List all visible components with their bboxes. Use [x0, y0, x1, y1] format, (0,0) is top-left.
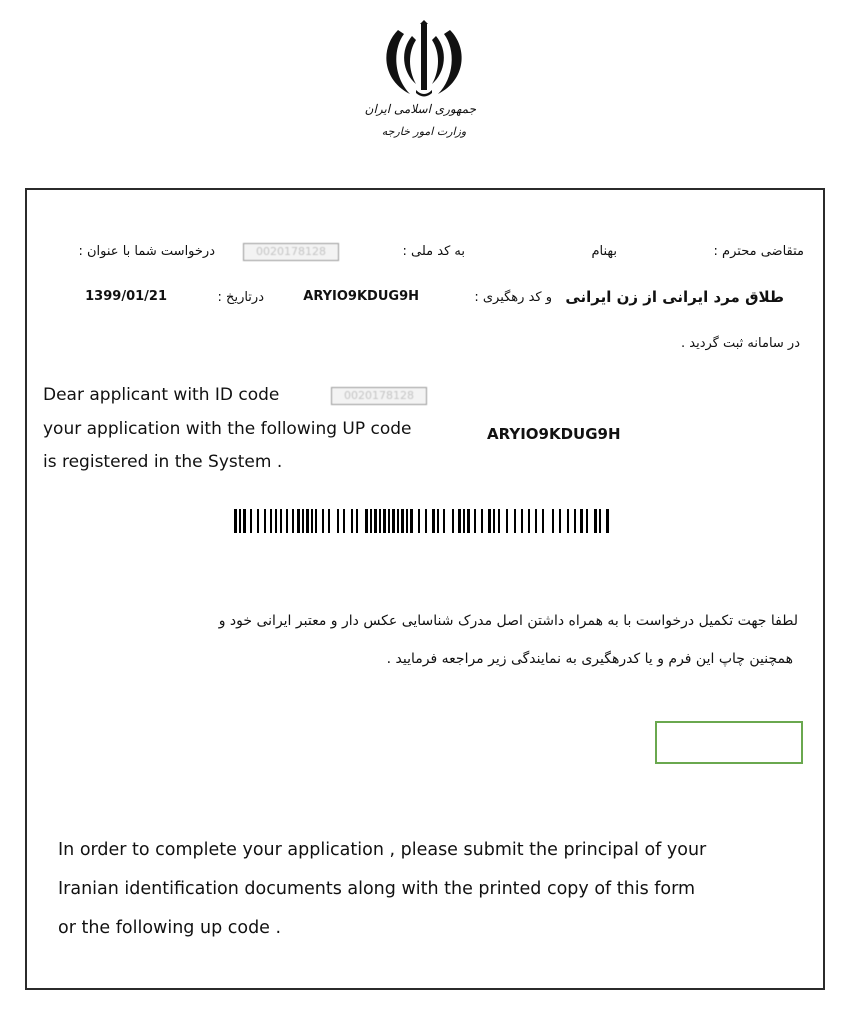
applicant-label: متقاضی محترم : — [713, 244, 804, 259]
emblem-line-ministry: وزارت امور خارجه — [381, 125, 467, 138]
id-code-value: 0020178128 — [331, 387, 427, 405]
up-code-value: ARYIO9KDUG9H — [487, 425, 621, 443]
national-code-label: به کد ملی : — [402, 244, 465, 259]
representative-box — [655, 721, 803, 764]
instruction-en-line3: or the following up code . — [58, 918, 282, 938]
instruction-en-line2: Iranian identification documents along with the printed copy of this form — [58, 879, 696, 899]
iran-emblem-icon — [376, 20, 472, 100]
national-code-value: 0020178128 — [243, 243, 339, 261]
application-line: your application with the following UP code — [43, 419, 412, 439]
document-frame — [25, 188, 825, 990]
name-label: بهنام — [591, 244, 617, 259]
dear-line: Dear applicant with ID code — [43, 385, 280, 405]
tracking-code-value: ARYIO9KDUG9H — [303, 289, 419, 304]
emblem — [364, 20, 476, 155]
tracking-code-label: و کد رهگیری : — [474, 290, 552, 305]
request-title-value: طلاق مرد ایرانی از زن ایرانی — [565, 288, 784, 306]
emblem-line-republic: جمهوری اسلامی ایران — [364, 102, 476, 116]
instruction-en-line1: In order to complete your application , please submit the principal of your — [58, 840, 707, 860]
instruction-fa-line1: لطفا جهت تکمیل درخواست با به همراه داشتن اصل مدرک شناسایی عکس دار و معتبر ایرانی خود و — [218, 613, 798, 629]
date-value: 1399/01/21 — [85, 289, 167, 304]
instruction-fa-line2: همچنین چاپ این فرم و یا کدرهگیری به نمایندگی زیر مراجعه فرمایید . — [386, 651, 793, 667]
registered-text: در سامانه ثبت گردید . — [681, 336, 800, 351]
date-label: درتاریخ : — [217, 290, 264, 305]
barcode-icon — [234, 509, 612, 533]
registered-line: is registered in the System . — [43, 452, 283, 472]
request-title-label: درخواست شما با عنوان : — [78, 244, 215, 259]
